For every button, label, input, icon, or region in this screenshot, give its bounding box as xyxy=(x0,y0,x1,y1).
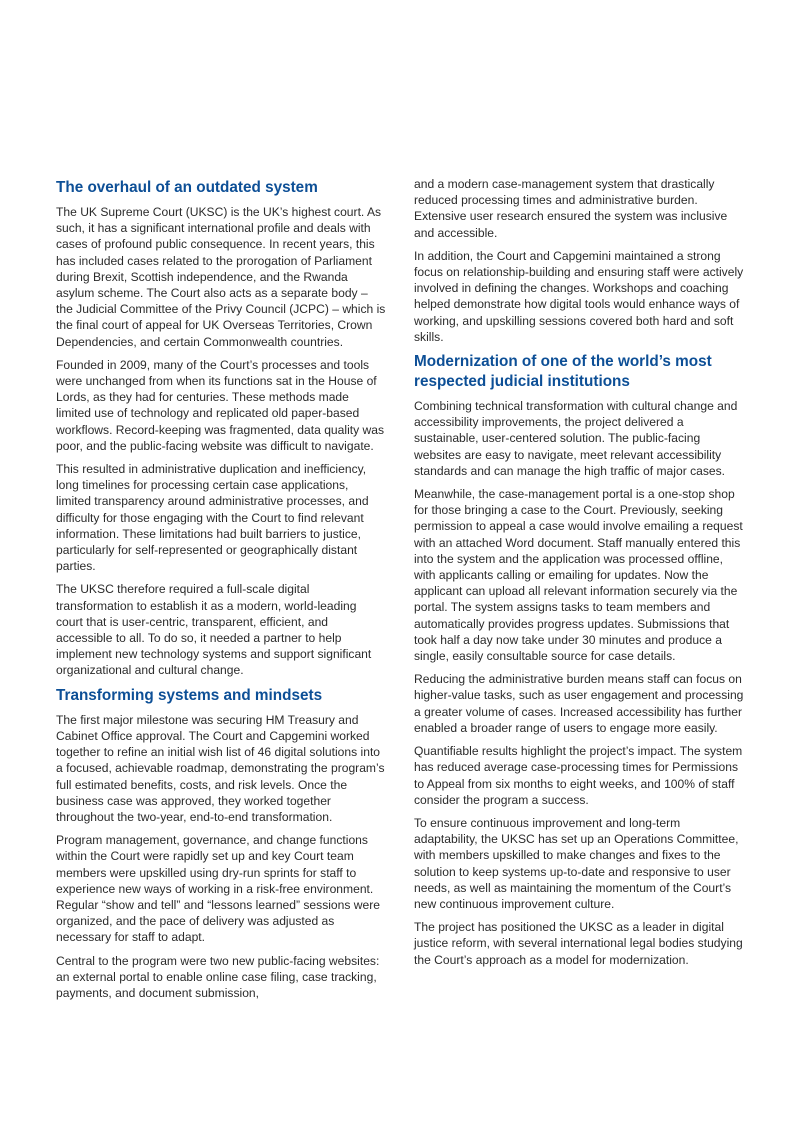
paragraph: In addition, the Court and Capgemini maintained a strong focus on relationship-building and ensuring staff were actively involved in defining the changes. Workshops and coaching helped demonstrate how digital tools would enhance ways of working, and upskilling sessions covered both hard and soft skills. xyxy=(414,248,744,344)
paragraph: Central to the program were two new public-facing websites: an external portal to enable online case filing, case tracking, payments, and document submission, xyxy=(56,953,380,1000)
section-heading-overhaul: The overhaul of an outdated system xyxy=(56,179,318,196)
paragraph: The UK Supreme Court (UKSC) is the UK’s highest court. As such, it has a significant international profile and deals with cases of profound public consequence. In recent years, this has included cases related to the prorogation of Parliament during Brexit, Scottish independence, and the Rwanda asylum scheme. The Court also acts as a separate body – the Judicial Committee of the Privy Council (JCPC) – which is the final court of appeal for UK Overseas Territories, Crown Dependencies, and certain Commonwealth countries. xyxy=(56,205,386,349)
paragraph: This resulted in administrative duplication and inefficiency, long timelines for processing certain case applications, limited transparency around administrative processes, and difficulty for those engaging with the Court to find relevant information. These limitations had built barriers to justice, particularly for self-represented or geographically distant parties. xyxy=(56,462,369,574)
section-heading-transforming: Transforming systems and mindsets xyxy=(56,686,323,704)
paragraph: Quantifiable results highlight the project’s impact. The system has reduced average case-processing times for Permissions to Appeal from six months to eight weeks, and 100% of staff consider the program a success. xyxy=(414,744,743,807)
paragraph: Reducing the administrative burden means staff can focus on higher-value tasks, such as user engagement and processing a greater volume of cases. Increased accessibility has further enabled a broader range of users to engage more easily. xyxy=(414,672,744,735)
right-column xyxy=(414,176,746,1008)
paragraph: Combining technical transformation with cultural change and accessibility improvements, the project delivered a sustainable, user-centered solution. The public-facing websites are easy to navigate, meet relevant accessibility standards and can manage the high traffic of major cases. xyxy=(414,399,738,478)
paragraph: The first major milestone was securing HM Treasury and Cabinet Office approval. The Court and Capgemini worked together to refine an initial wish list of 46 digital solutions into a focused, achievable roadmap, demonstrating the program’s full estimated benefits, costs, and risk levels. Once the business case was approved, they worked together throughout the two-year, end-to-end transformation. xyxy=(56,712,385,824)
paragraph: The project has positioned the UKSC as a leader in digital justice reform, with several international legal bodies studying the Court’s approach as a model for modernization. xyxy=(414,920,743,967)
paragraph: Program management, governance, and change functions within the Court were rapidly set up and key Court team members were upskilled using dry-run sprints for staff to experience new ways of working in a risk-free environment. Regular “show and tell” and “lessons learned” sessions were organized, and the pace of delivery was adjusted as necessary for staff to adapt. xyxy=(56,833,381,945)
paragraph: Meanwhile, the case-management portal is a one-stop shop for those bringing a case to the Court. Previously, seeking permission to appeal a case would involve emailing a request with an attached Word document. Staff manually entered this into the system and the application was processed offline, with applicants calling or emailing for updates. Now the applicant can upload all relevant information securely via the portal. The system assigns tasks to team members and automatically provides progress updates. Submissions that took half a day now take under 30 minutes and produce a single, easily consultable source for case details. xyxy=(414,487,743,664)
paragraph: and a modern case-management system that drastically reduced processing times and administrative burden. Extensive user research ensured the system was inclusive and accessible. xyxy=(414,177,728,240)
paragraph: The UKSC therefore required a full-scale digital transformation to establish it as a modern, world-leading court that is user-centric, transparent, efficient, and accessible to all. To do so, it needed a partner to help implement new technology systems and support significant organizational and cultural change. xyxy=(56,582,372,678)
left-column xyxy=(56,176,386,1008)
section-heading-modernization: Modernization of one of the world’s most respected judicial institutions xyxy=(414,353,712,391)
paragraph: To ensure continuous improvement and long-term adaptability, the UKSC has set up an Operations Committee, with members upskilled to make changes and fixes to the solution to keep systems up-to-date and responsive to user needs, as well as maintaining the momentum of the Court’s new continuous improvement culture. xyxy=(414,815,739,911)
document-page xyxy=(56,176,746,1008)
paragraph: Founded in 2009, many of the Court’s processes and tools were unchanged from when its functions sat in the House of Lords, as they had for centuries. These methods made limited use of technology and replicated old paper-based workflows. Record-keeping was fragmented, data quality was poor, and the public-facing website was difficult to navigate. xyxy=(56,357,385,453)
